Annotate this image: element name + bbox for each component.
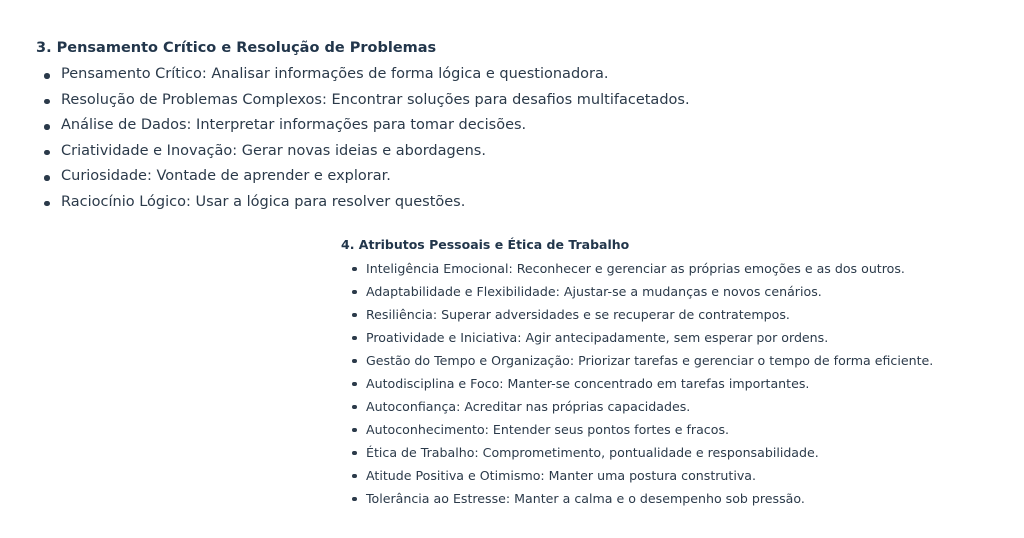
bullet-icon [352,405,357,410]
bullet-icon [352,336,357,341]
bullet-icon [352,290,357,295]
skills-list [36,62,796,215]
list-item [36,139,796,165]
bullet-icon [44,73,50,79]
list-item-text: Ética de Trabalho: Comprometimento, pontualidade e responsabilidade. [366,445,819,460]
list-item [341,418,1011,441]
bullet-icon [44,175,50,181]
section-title: 4. Atributos Pessoais e Ética de Trabalho [341,237,630,252]
list-item [341,303,1011,326]
list-item [341,464,1011,487]
list-item-text: Criatividade e Inovação: Gerar novas ideias e abordagens. [61,142,486,159]
bullet-icon [352,474,357,479]
list-item [341,326,1011,349]
list-item-text: Gestão do Tempo e Organização: Priorizar tarefas e gerenciar o tempo de forma eficiente. [366,353,934,368]
bullet-icon [44,124,50,130]
bullet-icon [352,267,357,272]
section-critical-thinking [36,38,796,215]
bullet-icon [352,497,357,502]
section-personal-attributes [341,236,1011,510]
bullet-icon [352,359,357,364]
list-item-text: Autodisciplina e Foco: Manter-se concentrado em tarefas importantes. [366,376,810,391]
bullet-icon [352,451,357,456]
bullet-icon [44,201,50,207]
list-item-text: Pensamento Crítico: Analisar informações de forma lógica e questionadora. [61,66,609,82]
list-item-text: Autoconhecimento: Entender seus pontos fortes e fracos. [366,422,730,437]
list-item-text: Análise de Dados: Interpretar informações para tomar decisões. [61,117,527,133]
list-item [341,280,1011,303]
list-item-text: Inteligência Emocional: Reconhecer e gerenciar as próprias emoções e as dos outros. [366,261,905,276]
list-item-text: Resiliência: Superar adversidades e se recuperar de contratempos. [366,307,790,322]
list-item-text: Tolerância ao Estresse: Manter a calma e o desempenho sob pressão. [366,491,805,506]
list-item [36,190,796,216]
list-item-text: Curiosidade: Vontade de aprender e explorar. [61,168,391,184]
bullet-icon [44,99,50,105]
bullet-icon [44,150,50,156]
bullet-icon [352,382,357,387]
list-item [341,487,1011,510]
list-item-text: Proatividade e Iniciativa: Agir antecipadamente, sem esperar por ordens. [366,330,829,345]
list-item [341,257,1011,280]
list-item [341,395,1011,418]
list-item [36,62,796,88]
list-item-text: Adaptabilidade e Flexibilidade: Ajustar-se a mudanças e novos cenários. [366,284,822,299]
attributes-list [341,257,1011,510]
list-item-text: Resolução de Problemas Complexos: Encontrar soluções para desafios multifacetados. [61,91,690,108]
list-item [36,164,796,190]
bullet-icon [352,428,357,433]
bullet-icon [352,313,357,318]
list-item-text: Atitude Positiva e Otimismo: Manter uma postura construtiva. [366,468,757,483]
list-item [341,349,1011,372]
list-item [36,113,796,139]
list-item [341,441,1011,464]
list-item-text: Autoconfiança: Acreditar nas próprias capacidades. [366,399,691,414]
list-item [341,372,1011,395]
section-title: 3. Pensamento Crítico e Resolução de Problemas [36,40,437,56]
list-item [36,88,796,114]
list-item-text: Raciocínio Lógico: Usar a lógica para resolver questões. [61,193,466,210]
